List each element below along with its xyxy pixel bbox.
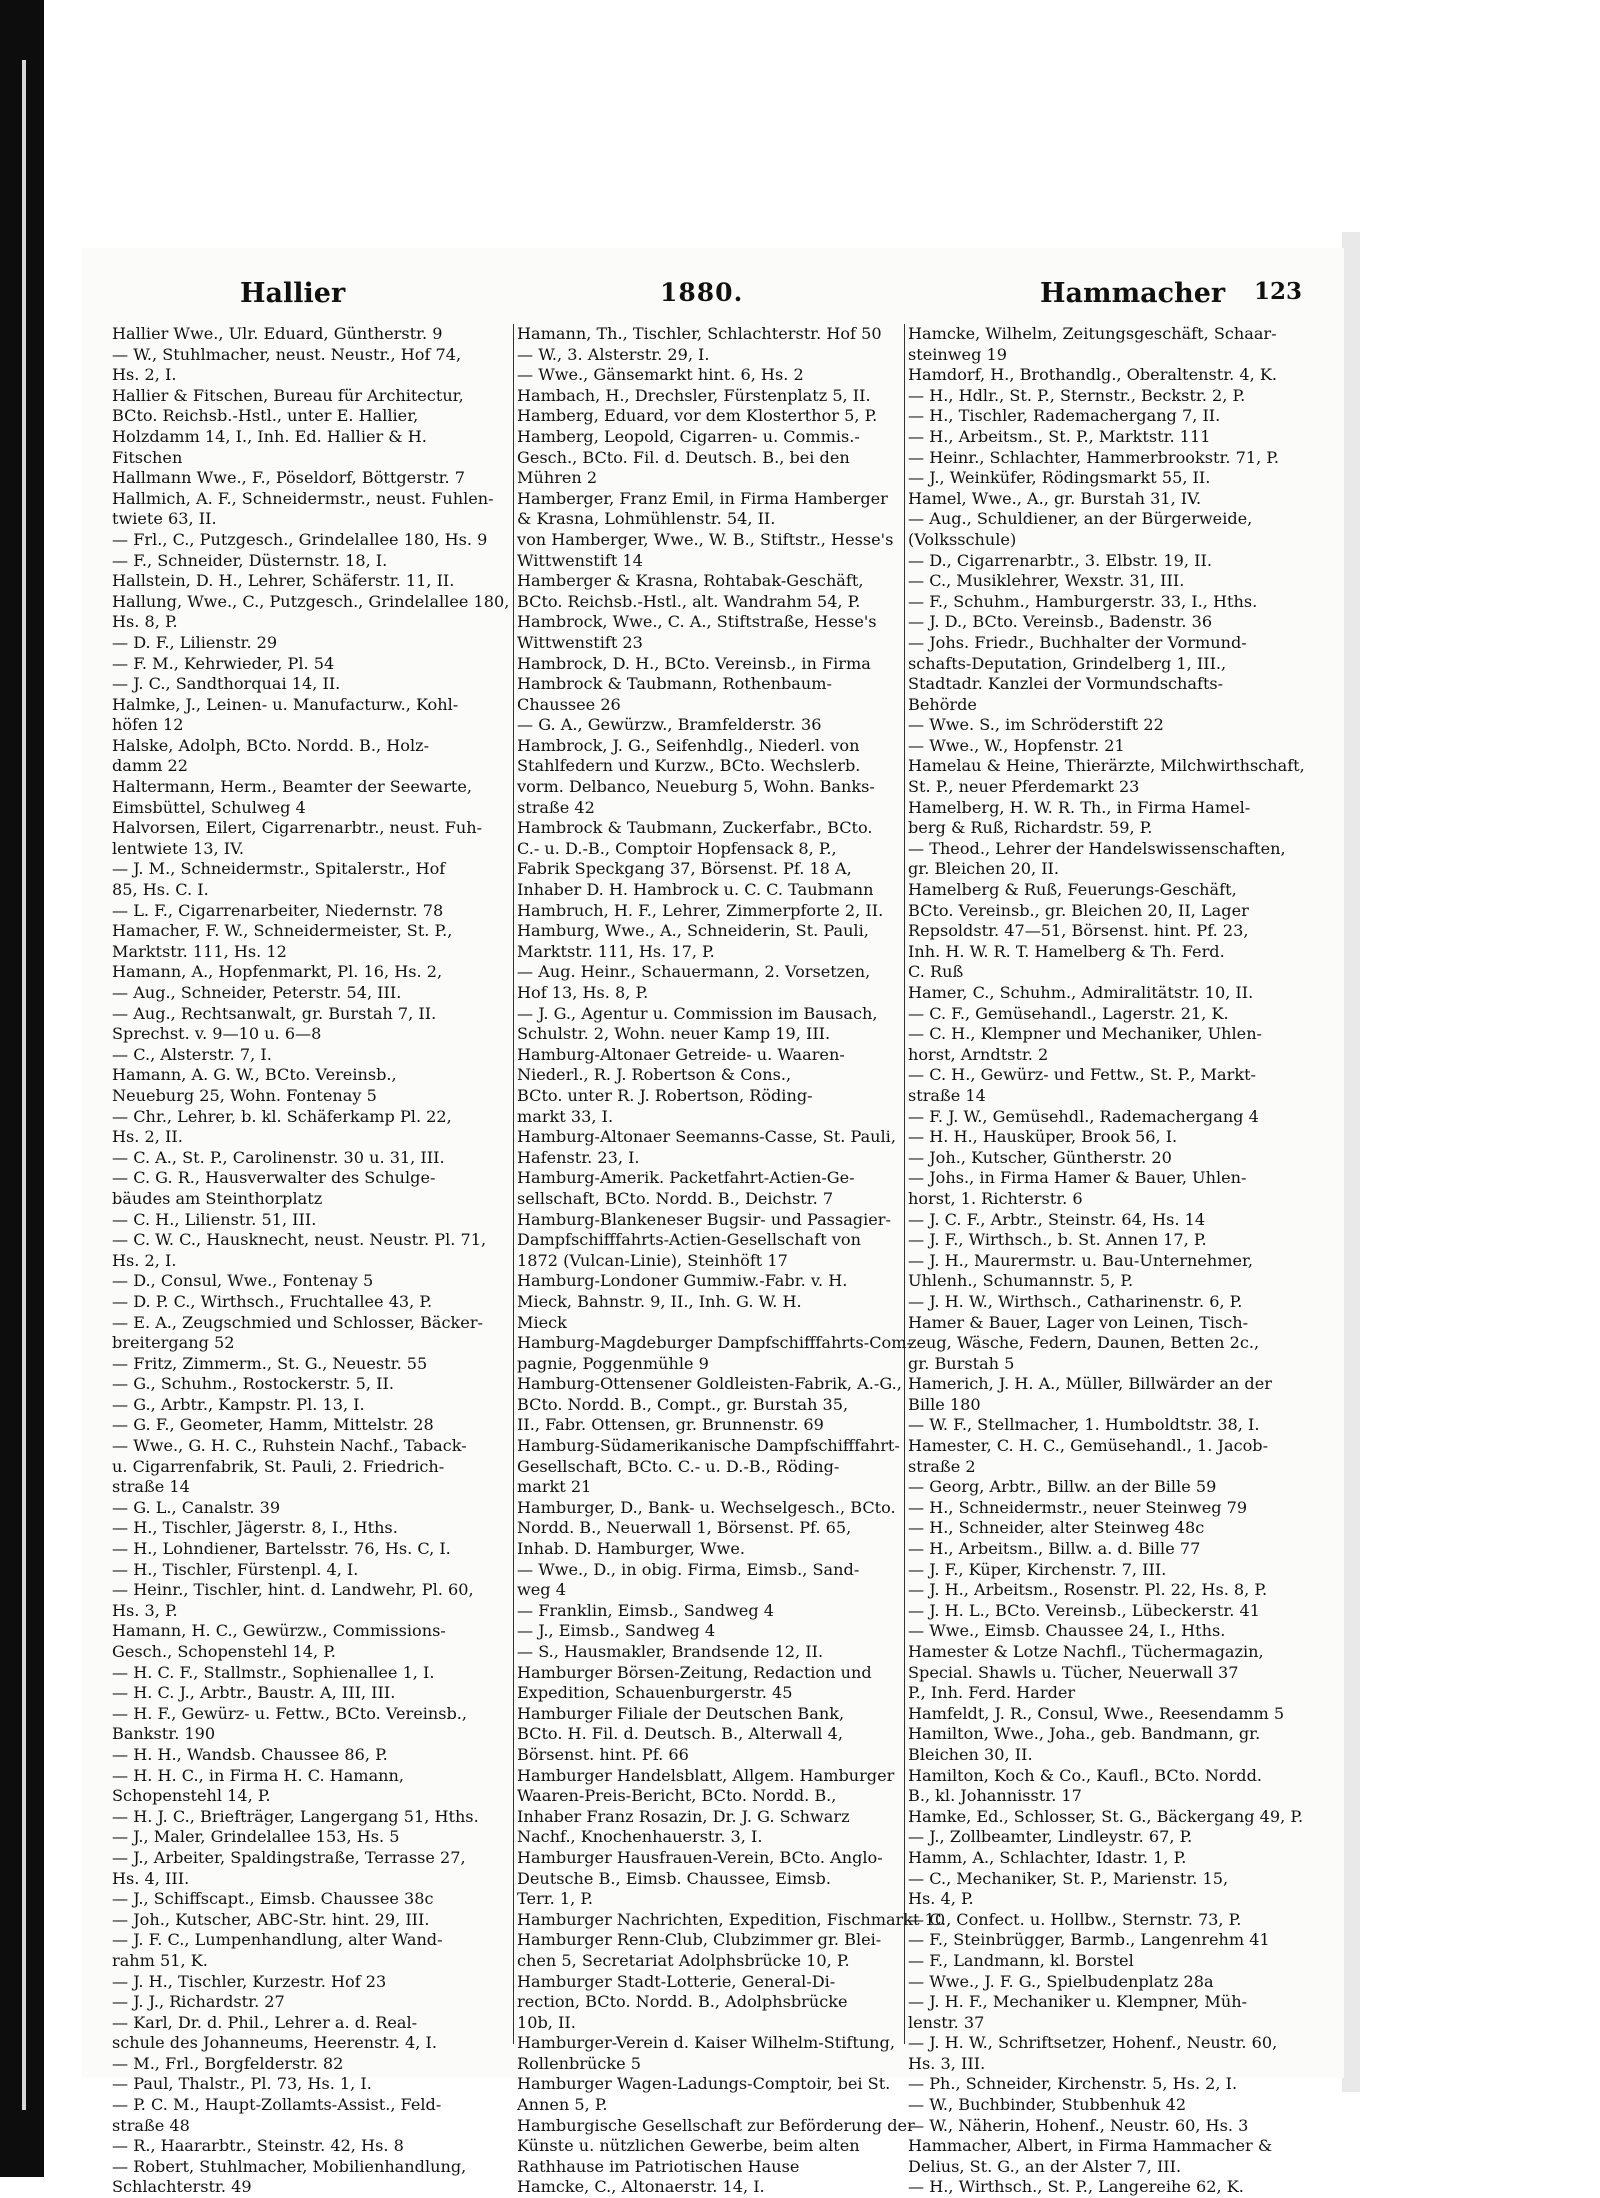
directory-line: — H. H. C., in Firma H. C. Hamann,	[112, 1765, 405, 1785]
directory-line: Inhaber Franz Rosazin, Dr. J. G. Schwarz	[517, 1806, 850, 1826]
directory-line: 10b, II.	[517, 2012, 576, 2032]
directory-line: — H. F., Gewürz- u. Fettw., BCto. Vereinsb.,	[112, 1703, 468, 1723]
directory-line: Mieck	[517, 1312, 567, 1332]
directory-line: — W., Buchbinder, Stubbenhuk 42	[908, 2095, 1187, 2115]
directory-line: Hamfeldt, J. R., Consul, Wwe., Reesendamm 5	[908, 1703, 1285, 1723]
directory-line: — C. G. R., Hausverwalter des Schulge-	[112, 1168, 436, 1188]
directory-line: — C. H., Klempner und Mechaniker, Uhlen-	[908, 1024, 1262, 1044]
directory-line: Holzdamm 14, I., Inh. Ed. Hallier & H.	[112, 426, 427, 446]
directory-line: — F. M., Kehrwieder, Pl. 54	[112, 653, 335, 673]
directory-line: Börsenst. hint. Pf. 66	[517, 1744, 689, 1764]
directory-line: Hs. 4, P.	[908, 1889, 974, 1909]
directory-line: Hamburger, D., Bank- u. Wechselgesch., BCto.	[517, 1497, 896, 1517]
column-right	[908, 324, 1305, 2197]
directory-line: — W., 3. Alsterstr. 29, I.	[517, 344, 710, 364]
directory-line: Marktstr. 111, Hs. 17, P.	[517, 941, 715, 961]
directory-line: — J., Schiffscapt., Eimsb. Chaussee 38c	[112, 1889, 434, 1909]
directory-line: Hamke, Ed., Schlosser, St. G., Bäckergang 49, P.	[908, 1806, 1304, 1826]
directory-line: Hamel, Wwe., A., gr. Burstah 31, IV.	[908, 488, 1202, 508]
directory-line: bäudes am Steinthorplatz	[112, 1188, 323, 1208]
directory-line: — H., Wirthsch., St. P., Langereihe 62, K.	[908, 2177, 1244, 2197]
directory-line: — G. L., Canalstr. 39	[112, 1497, 281, 1517]
directory-line: — H. C. F., Stallmstr., Sophienallee 1, I.	[112, 1662, 435, 1682]
directory-line: Hambach, H., Drechsler, Fürstenplatz 5, II.	[517, 385, 871, 405]
directory-line: P., Inh. Ferd. Harder	[908, 1683, 1076, 1703]
directory-line: — J. D., BCto. Vereinsb., Badenstr. 36	[908, 612, 1213, 632]
directory-line: — H., Arbeitsm., Billw. a. d. Bille 77	[908, 1539, 1201, 1559]
directory-line: — H., Tischler, Rademachergang 7, II.	[908, 406, 1221, 426]
directory-line: — E. A., Zeugschmied und Schlosser, Bäcker-	[112, 1312, 483, 1332]
directory-line: — Heinr., Schlachter, Hammerbrookstr. 71, P.	[908, 447, 1279, 467]
directory-line: breitergang 52	[112, 1333, 235, 1353]
directory-line: 85, Hs. C. I.	[112, 880, 209, 900]
directory-line: Hamcke, C., Altonaerstr. 14, I.	[517, 2177, 765, 2197]
directory-line: von Hamberger, Wwe., W. B., Stiftstr., Hesse's	[517, 529, 894, 549]
directory-line: St. P., neuer Pferdemarkt 23	[908, 777, 1140, 797]
directory-line: — Aug. Heinr., Schauermann, 2. Vorsetzen,	[517, 962, 871, 982]
scan-left-edge	[22, 60, 26, 2110]
directory-line: damm 22	[112, 756, 189, 776]
directory-line: Hamilton, Wwe., Joha., geb. Bandmann, gr.	[908, 1724, 1261, 1744]
directory-line: — Robert, Stuhlmacher, Mobilienhandlung,	[112, 2156, 467, 2176]
directory-line: pagnie, Poggenmühle 9	[517, 1353, 709, 1373]
directory-line: Hamm, A., Schlachter, Idastr. 1, P.	[908, 1847, 1187, 1867]
directory-line: Hamburg-Altonaer Getreide- u. Waaren-	[517, 1044, 845, 1064]
directory-line: — L. F., Cigarrenarbeiter, Niedernstr. 78	[112, 900, 444, 920]
directory-line: — J., Zollbeamter, Lindleystr. 67, P.	[908, 1827, 1193, 1847]
directory-line: u. Cigarrenfabrik, St. Pauli, 2. Friedrich-	[112, 1456, 445, 1476]
directory-line: — C. W. C., Hausknecht, neust. Neustr. Pl. 71,	[112, 1230, 487, 1250]
directory-line: steinweg 19	[908, 344, 1007, 364]
directory-line: Mieck, Bahnstr. 9, II., Inh. G. W. H.	[517, 1291, 802, 1311]
directory-line: — D. P. C., Wirthsch., Fruchtallee 43, P.	[112, 1291, 433, 1311]
directory-line: weg 4	[517, 1580, 566, 1600]
directory-line: Hamelau & Heine, Thierärzte, Milchwirthschaft,	[908, 756, 1305, 776]
directory-line: Inhaber D. H. Hambrock u. C. C. Taubmann	[517, 880, 874, 900]
directory-line: — J. H., Tischler, Kurzestr. Hof 23	[112, 1971, 387, 1991]
directory-line: Inh. H. W. R. T. Hamelberg & Th. Ferd.	[908, 941, 1225, 961]
directory-line: Bleichen 30, II.	[908, 1744, 1033, 1764]
directory-line: — J. F., Küper, Kirchenstr. 7, III.	[908, 1559, 1167, 1579]
directory-line: Hambrock & Taubmann, Rothenbaum-	[517, 674, 832, 694]
directory-line: Wittwenstift 23	[517, 632, 643, 652]
directory-line: berg & Ruß, Richardstr. 59, P.	[908, 818, 1153, 838]
directory-line: zeug, Wäsche, Federn, Daunen, Betten 2c.,	[908, 1333, 1260, 1353]
directory-line: Hamberger, Franz Emil, in Firma Hamberger	[517, 488, 888, 508]
directory-line: Dampfschifffahrts-Actien-Gesellschaft von	[517, 1230, 861, 1250]
header-last-entry: Hammacher	[1040, 278, 1226, 309]
directory-line: Hallier & Fitschen, Bureau für Architectur,	[112, 385, 464, 405]
header-first-entry: Hallier	[240, 278, 346, 309]
directory-line: — D., Consul, Wwe., Fontenay 5	[112, 1271, 374, 1291]
directory-line: Delius, St. G., an der Alster 7, III.	[908, 2156, 1182, 2176]
directory-line: gr. Bleichen 20, II.	[908, 859, 1060, 879]
directory-line: — G. A., Gewürzw., Bramfelderstr. 36	[517, 715, 822, 735]
directory-line: Künste u. nützlichen Gewerbe, beim alten	[517, 2136, 860, 2156]
directory-line: Hallier Wwe., Ulr. Eduard, Güntherstr. 9	[112, 324, 443, 343]
directory-line: Hamerich, J. H. A., Müller, Billwärder an der	[908, 1374, 1272, 1394]
directory-line: Schulstr. 2, Wohn. neuer Kamp 19, III.	[517, 1024, 831, 1044]
directory-line: — Joh., Kutscher, ABC-Str. hint. 29, III.	[112, 1909, 430, 1929]
directory-line: — J., Weinküfer, Rödingsmarkt 55, II.	[908, 468, 1211, 488]
directory-line: Hambrock & Taubmann, Zuckerfabr., BCto.	[517, 818, 873, 838]
directory-line: Annen 5, P.	[517, 2095, 608, 2115]
directory-line: chen 5, Secretariat Adolphsbrücke 10, P.	[517, 1950, 850, 1970]
directory-line: Waaren-Preis-Bericht, BCto. Nordd. B.,	[517, 1786, 837, 1806]
directory-line: Halske, Adolph, BCto. Nordd. B., Holz-	[112, 735, 430, 755]
directory-line: Hamburgische Gesellschaft zur Beförderung der	[517, 2115, 915, 2135]
directory-line: — Georg, Arbtr., Billw. an der Bille 59	[908, 1477, 1217, 1497]
directory-line: — Johs. Friedr., Buchhalter der Vormund-	[908, 632, 1247, 652]
directory-line: — J. H., Maurermstr. u. Bau-Unternehmer,	[908, 1250, 1254, 1270]
directory-line: — Theod., Lehrer der Handelswissenschaften,	[908, 838, 1286, 858]
directory-line: — C., Alsterstr. 7, I.	[112, 1044, 272, 1064]
directory-line: — J. G., Agentur u. Commission im Bausach,	[517, 1003, 878, 1023]
directory-line: — Aug., Schuldiener, an der Bürgerweide,	[908, 509, 1253, 529]
directory-line: — J. J., Richardstr. 27	[112, 1992, 285, 2012]
directory-line: Hamburg-Südamerikanische Dampfschifffahrt-	[517, 1436, 900, 1456]
directory-line: Special. Shawls u. Tücher, Neuerwall 37	[908, 1662, 1239, 1682]
directory-line: Hallmann Wwe., F., Pöseldorf, Böttgerstr. 7	[112, 468, 466, 488]
directory-line: — G., Arbtr., Kampstr. Pl. 13, I.	[112, 1394, 365, 1414]
directory-line: — J. F. C., Lumpenhandlung, alter Wand-	[112, 1930, 443, 1950]
directory-line: Hamdorf, H., Brothandlg., Oberaltenstr. 4, K.	[908, 365, 1277, 385]
directory-line: Bille 180	[908, 1394, 981, 1414]
page-number: 123	[1254, 278, 1303, 305]
directory-line: Hafenstr. 23, I.	[517, 1147, 640, 1167]
directory-line: — G., Schuhm., Rostockerstr. 5, II.	[112, 1374, 394, 1394]
directory-line: Hamburger Filiale der Deutschen Bank,	[517, 1703, 845, 1723]
directory-line: Hamann, H. C., Gewürzw., Commissions-	[112, 1621, 446, 1641]
directory-line: Chaussee 26	[517, 694, 621, 714]
directory-line: (Volksschule)	[908, 529, 1017, 549]
directory-line: Gesch., Schopenstehl 14, P.	[112, 1642, 336, 1661]
directory-line: — Paul, Thalstr., Pl. 73, Hs. 1, I.	[112, 2074, 372, 2094]
directory-line: Stadtadr. Kanzlei der Vormundschafts-	[908, 674, 1224, 694]
directory-line: Hamburg-Blankeneser Bugsir- und Passagier-	[517, 1209, 891, 1229]
directory-line: — M., Frl., Borgfelderstr. 82	[112, 2053, 344, 2073]
directory-line: Hs. 8, P.	[112, 612, 178, 632]
directory-line: — W., Stuhlmacher, neust. Neustr., Hof 74,	[112, 344, 462, 364]
directory-line: Hamburg, Wwe., A., Schneiderin, St. Pauli,	[517, 921, 869, 941]
directory-line: — Karl, Dr. d. Phil., Lehrer a. d. Real-	[112, 2012, 418, 2032]
directory-line: — Ph., Schneider, Kirchenstr. 5, Hs. 2, I.	[908, 2074, 1238, 2094]
directory-line: — H., Schneidermstr., neuer Steinweg 79	[908, 1497, 1248, 1517]
directory-line: — J. H., Arbeitsm., Rosenstr. Pl. 22, Hs. 8, P.	[908, 1580, 1268, 1600]
directory-line: — P. C. M., Haupt-Zollamts-Assist., Feld-	[112, 2095, 442, 2115]
directory-line: Gesch., BCto. Fil. d. Deutsch. B., bei den	[517, 447, 850, 467]
directory-line: — H., Tischler, Fürstenpl. 4, I.	[112, 1559, 359, 1579]
directory-line: Halmke, J., Leinen- u. Manufacturw., Kohl-	[112, 694, 459, 714]
directory-line: — H., Lohndiener, Bartelsstr. 76, Hs. C, I.	[112, 1539, 451, 1559]
directory-line: straße 14	[112, 1477, 190, 1497]
directory-line: Neueburg 25, Wohn. Fontenay 5	[112, 1085, 377, 1105]
directory-line: Uhlenh., Schumannstr. 5, P.	[908, 1271, 1134, 1291]
directory-line: — J. H. W., Wirthsch., Catharinenstr. 6, P.	[908, 1291, 1243, 1311]
directory-line: Marktstr. 111, Hs. 12	[112, 941, 287, 961]
directory-line: — Wwe., W., Hopfenstr. 21	[908, 735, 1125, 755]
directory-line: Rathhause im Patriotischen Hause	[517, 2156, 800, 2176]
directory-line: — H., Schneider, alter Steinweg 48c	[908, 1518, 1205, 1538]
directory-line: — Wwe., D., in obig. Firma, Eimsb., Sand-	[517, 1559, 860, 1579]
directory-line: — C. F., Gemüsehandl., Lagerstr. 21, K.	[908, 1003, 1229, 1023]
directory-line: BCto. unter R. J. Robertson, Röding-	[517, 1085, 813, 1105]
directory-line: höfen 12	[112, 715, 184, 735]
directory-line: — H., Tischler, Jägerstr. 8, I., Hths.	[112, 1518, 398, 1538]
directory-line: Hs. 2, I.	[112, 365, 177, 385]
directory-line: — Heinr., Tischler, hint. d. Landwehr, Pl. 60,	[112, 1580, 474, 1600]
directory-line: — J., Maler, Grindelallee 153, Hs. 5	[112, 1827, 400, 1847]
directory-line: BCto. Vereinsb., gr. Bleichen 20, II, Lager	[908, 900, 1249, 920]
directory-line: gr. Burstah 5	[908, 1353, 1015, 1373]
directory-line: BCto. Nordd. B., Compt., gr. Burstah 35,	[517, 1394, 849, 1414]
directory-line: BCto. Reichsb.-Hstl., alt. Wandrahm 54, P.	[517, 591, 861, 611]
column-left	[112, 324, 510, 2197]
directory-line: — C. H., Lilienstr. 51, III.	[112, 1209, 317, 1229]
directory-line: Hs. 3, P.	[112, 1600, 178, 1620]
directory-line: — J. C. F., Arbtr., Steinstr. 64, Hs. 14	[908, 1209, 1206, 1229]
directory-line: — Wwe., Gänsemarkt hint. 6, Hs. 2	[517, 365, 804, 385]
directory-line: Deutsche B., Eimsb. Chaussee, Eimsb.	[517, 1868, 831, 1888]
directory-line: markt 33, I.	[517, 1106, 614, 1126]
directory-line: markt 21	[517, 1477, 592, 1497]
directory-line: Hamann, Th., Tischler, Schlachterstr. Hof 50	[517, 324, 882, 343]
directory-line: Wittwenstift 14	[517, 550, 643, 570]
directory-line: Niederl., R. J. Robertson & Cons.,	[517, 1065, 792, 1085]
directory-page	[82, 248, 1344, 2197]
directory-line: — S., Hausmakler, Brandsende 12, II.	[517, 1642, 824, 1661]
directory-line: Terr. 1, P.	[517, 1889, 594, 1909]
directory-line: Hamberg, Leopold, Cigarren- u. Commis.-	[517, 426, 860, 446]
directory-line: Bankstr. 190	[112, 1724, 216, 1744]
directory-line: Hamilton, Koch & Co., Kaufl., BCto. Nordd.	[908, 1765, 1263, 1785]
directory-line: — D. F., Lilienstr. 29	[112, 632, 278, 652]
directory-line: — H. H., Hausküper, Brook 56, I.	[908, 1127, 1178, 1147]
directory-line: — J., Eimsb., Sandweg 4	[517, 1621, 716, 1641]
directory-line: Expedition, Schauenburgerstr. 45	[517, 1683, 793, 1703]
directory-line: Schlachterstr. 49	[112, 2177, 252, 2197]
directory-line: Hamburger Hausfrauen-Verein, BCto. Anglo-	[517, 1847, 883, 1867]
directory-line: — J. H. L., BCto. Vereinsb., Lübeckerstr. 41	[908, 1600, 1261, 1620]
directory-line: — Aug., Rechtsanwalt, gr. Burstah 7, II.	[112, 1003, 437, 1023]
directory-line: — R., Haararbtr., Steinstr. 42, Hs. 8	[112, 2136, 404, 2156]
directory-line: Hamburg-Ottensener Goldleisten-Fabrik, A.-G.,	[517, 1374, 902, 1394]
directory-line: — Joh., Kutscher, Güntherstr. 20	[908, 1147, 1172, 1167]
directory-line: Hs. 4, III.	[112, 1868, 190, 1888]
directory-line: straße 48	[112, 2115, 190, 2135]
directory-line: Inhab. D. Hamburger, Wwe.	[517, 1539, 745, 1559]
directory-line: Hs. 3, III.	[908, 2053, 986, 2073]
directory-line: — H. J. C., Briefträger, Langergang 51, Hths.	[112, 1806, 479, 1826]
directory-line: Fabrik Speckgang 37, Börsenst. Pf. 18 A,	[517, 859, 852, 879]
page-header	[82, 278, 1344, 318]
directory-line: Nachf., Knochenhauerstr. 3, I.	[517, 1827, 763, 1847]
directory-line: Hamburger Nachrichten, Expedition, Fischmarkt 10	[517, 1909, 946, 1929]
directory-line: — C., Musiklehrer, Wexstr. 31, III.	[908, 571, 1185, 591]
directory-line: Hambrock, J. G., Seifenhdlg., Niederl. von	[517, 735, 860, 755]
directory-line: II., Fabr. Ottensen, gr. Brunnenstr. 69	[517, 1415, 824, 1435]
directory-line: straße 2	[908, 1456, 976, 1476]
directory-line: — F., Schneider, Düsternstr. 18, I.	[112, 550, 388, 570]
directory-line: lentwiete 13, IV.	[112, 838, 245, 858]
directory-line: Sprechst. v. 9—10 u. 6—8	[112, 1024, 322, 1044]
directory-line: Hambruch, H. F., Lehrer, Zimmerpforte 2, II.	[517, 900, 884, 920]
directory-line: — C. H., Gewürz- und Fettw., St. P., Markt-	[908, 1065, 1256, 1085]
directory-line: — H. C. J., Arbtr., Baustr. A, III, III.	[112, 1683, 396, 1703]
directory-line: — F., Schuhm., Hamburgerstr. 33, I., Hths.	[908, 591, 1258, 611]
directory-line: — C., Confect. u. Hollbw., Sternstr. 73, P.	[908, 1909, 1242, 1929]
directory-line: C.- u. D.-B., Comptoir Hopfensack 8, P.,	[517, 838, 837, 858]
directory-line: — F. J. W., Gemüsehdl., Rademachergang 4	[908, 1106, 1259, 1126]
directory-line: Eimsbüttel, Schulweg 4	[112, 797, 306, 817]
directory-line: Fitschen	[112, 447, 183, 467]
directory-line: — Wwe., G. H. C., Ruhstein Nachf., Taback-	[112, 1436, 467, 1456]
column-divider	[513, 324, 514, 2044]
directory-line: Hamelberg & Ruß, Feuerungs-Geschäft,	[908, 880, 1237, 900]
directory-line: — H., Hdlr., St. P., Sternstr., Beckstr. 2, P.	[908, 385, 1246, 405]
directory-line: — C., Mechaniker, St. P., Marienstr. 15,	[908, 1868, 1229, 1888]
directory-line: Hamburger Stadt-Lotterie, General-Di-	[517, 1971, 836, 1991]
directory-line: Hamburg-Magdeburger Dampfschifffahrts-Com-	[517, 1333, 912, 1353]
directory-line: Hs. 2, II.	[112, 1127, 183, 1147]
directory-line: Hamberger & Krasna, Rohtabak-Geschäft,	[517, 571, 864, 591]
directory-line: — Franklin, Eimsb., Sandweg 4	[517, 1600, 774, 1620]
directory-line: schafts-Deputation, Grindelberg 1, III.,	[908, 653, 1227, 673]
page-edge-shadow	[1342, 232, 1360, 2092]
directory-line: sellschaft, BCto. Nordd. B., Deichstr. 7	[517, 1188, 834, 1208]
directory-line: — Frl., C., Putzgesch., Grindelallee 180, Hs. 9	[112, 529, 488, 549]
directory-line: Halvorsen, Eilert, Cigarrenarbtr., neust. Fuh-	[112, 818, 483, 838]
directory-line: — Chr., Lehrer, b. kl. Schäferkamp Pl. 22,	[112, 1106, 452, 1126]
directory-line: — W., Näherin, Hohenf., Neustr. 60, Hs. 3	[908, 2115, 1249, 2135]
directory-line: — J. H. W., Schriftsetzer, Hohenf., Neustr. 60,	[908, 2033, 1278, 2053]
directory-line: Hamburg-Amerik. Packetfahrt-Actien-Ge-	[517, 1168, 855, 1188]
directory-line: — D., Cigarrenarbtr., 3. Elbstr. 19, II.	[908, 550, 1212, 570]
directory-line: Mühren 2	[517, 468, 598, 488]
directory-line: horst, Arndtstr. 2	[908, 1044, 1049, 1064]
directory-line: Hammacher, Albert, in Firma Hammacher &	[908, 2136, 1273, 2156]
directory-line: — J. H. F., Mechaniker u. Klempner, Müh-	[908, 1992, 1248, 2012]
directory-line: — H. H., Wandsb. Chaussee 86, P.	[112, 1744, 388, 1764]
directory-line: Hamburg-Altonaer Seemanns-Casse, St. Pauli,	[517, 1127, 896, 1147]
directory-line: rection, BCto. Nordd. B., Adolphsbrücke	[517, 1992, 848, 2012]
directory-line: — H., Arbeitsm., St. P., Marktstr. 111	[908, 426, 1211, 446]
directory-line: — Wwe., J. F. G., Spielbudenplatz 28a	[908, 1971, 1214, 1991]
directory-line: — F., Steinbrügger, Barmb., Langenrehm 41	[908, 1930, 1270, 1950]
directory-line: — Wwe. S., im Schröderstift 22	[908, 715, 1164, 735]
directory-line: horst, 1. Richterstr. 6	[908, 1188, 1083, 1208]
directory-line: Hambrock, Wwe., C. A., Stiftstraße, Hesse's	[517, 612, 877, 632]
directory-line: Hamburger Renn-Club, Clubzimmer gr. Blei-	[517, 1930, 882, 1950]
directory-line: — Johs., in Firma Hamer & Bauer, Uhlen-	[908, 1168, 1247, 1188]
directory-line: Schopenstehl 14, P.	[112, 1786, 271, 1806]
directory-line: Hamberg, Eduard, vor dem Klosterthor 5, P.	[517, 406, 878, 426]
directory-line: — Wwe., Eimsb. Chaussee 24, I., Hths.	[908, 1621, 1226, 1641]
directory-line: Behörde	[908, 694, 977, 714]
directory-line: Repsoldstr. 47—51, Börsenst. hint. Pf. 23,	[908, 921, 1249, 941]
directory-line: 1872 (Vulcan-Linie), Steinhöft 17	[517, 1250, 788, 1270]
directory-line: Hamburger Wagen-Ladungs-Comptoir, bei St.	[517, 2074, 891, 2094]
directory-line: C. Ruß	[908, 962, 964, 982]
directory-line: vorm. Delbanco, Neueburg 5, Wohn. Banks-	[517, 777, 875, 797]
directory-line: — J. M., Schneidermstr., Spitalerstr., Hof	[112, 859, 446, 879]
directory-line: Hambrock, D. H., BCto. Vereinsb., in Firma	[517, 653, 871, 673]
header-year: 1880.	[660, 278, 744, 307]
directory-line: — J. F., Wirthsch., b. St. Annen 17, P.	[908, 1230, 1207, 1250]
directory-line: Hs. 2, I.	[112, 1250, 177, 1270]
directory-line: Hamester, C. H. C., Gemüsehandl., 1. Jacob-	[908, 1436, 1269, 1456]
directory-line: & Krasna, Lohmühlenstr. 54, II.	[517, 509, 776, 529]
directory-line: Gesellschaft, BCto. C.- u. D.-B., Röding-	[517, 1456, 840, 1476]
directory-line: Hamann, A., Hopfenmarkt, Pl. 16, Hs. 2,	[112, 962, 443, 982]
directory-line: Haltermann, Herm., Beamter der Seewarte,	[112, 777, 473, 797]
directory-line: Hallmich, A. F., Schneidermstr., neust. Fuhlen-	[112, 488, 494, 508]
directory-line: lenstr. 37	[908, 2012, 985, 2032]
directory-line: Hamburger Handelsblatt, Allgem. Hamburger	[517, 1765, 895, 1785]
directory-line: — Fritz, Zimmerm., St. G., Neuestr. 55	[112, 1353, 428, 1373]
directory-line: Hallstein, D. H., Lehrer, Schäferstr. 11, II.	[112, 571, 455, 591]
directory-line: Hamer, C., Schuhm., Admiralitätstr. 10, II.	[908, 983, 1254, 1002]
directory-line: Hamburger Börsen-Zeitung, Redaction und	[517, 1662, 872, 1682]
directory-line: Hamacher, F. W., Schneidermeister, St. P.,	[112, 921, 453, 941]
directory-line: schule des Johanneums, Heerenstr. 4, I.	[112, 2033, 437, 2053]
directory-line: Hamer & Bauer, Lager von Leinen, Tisch-	[908, 1312, 1249, 1332]
directory-line: Stahlfedern und Kurzw., BCto. Wechslerb.	[517, 756, 861, 776]
directory-line: straße 14	[908, 1085, 986, 1105]
directory-line: Hallung, Wwe., C., Putzgesch., Grindelallee 180,	[112, 591, 510, 611]
directory-line: Nordd. B., Neuerwall 1, Börsenst. Pf. 65,	[517, 1518, 852, 1538]
directory-line: Rollenbrücke 5	[517, 2053, 641, 2073]
directory-line: Hof 13, Hs. 8, P.	[517, 983, 649, 1002]
directory-line: Hamcke, Wilhelm, Zeitungsgeschäft, Schaar-	[908, 324, 1277, 343]
directory-line: — C. A., St. P., Carolinenstr. 30 u. 31, III.	[112, 1147, 445, 1167]
directory-line: rahm 51, K.	[112, 1950, 208, 1970]
directory-line: Hamelberg, H. W. R. Th., in Firma Hamel-	[908, 797, 1251, 817]
directory-line: Hamburger-Verein d. Kaiser Wilhelm-Stiftung,	[517, 2033, 895, 2053]
directory-line: — F., Landmann, kl. Borstel	[908, 1950, 1134, 1970]
directory-line: Hamburg-Londoner Gummiw.-Fabr. v. H.	[517, 1271, 848, 1291]
directory-line: BCto. Reichsb.-Hstl., unter E. Hallier,	[112, 406, 419, 426]
directory-line: Hamann, A. G. W., BCto. Vereinsb.,	[112, 1065, 397, 1085]
directory-line: BCto. H. Fil. d. Deutsch. B., Alterwall 4,	[517, 1724, 843, 1744]
directory-line: — J. C., Sandthorquai 14, II.	[112, 674, 341, 694]
directory-line: straße 42	[517, 797, 595, 817]
directory-line: — Aug., Schneider, Peterstr. 54, III.	[112, 983, 402, 1002]
directory-line: — W. F., Stellmacher, 1. Humboldtstr. 38, I.	[908, 1415, 1260, 1435]
directory-line: — J., Arbeiter, Spaldingstraße, Terrasse 27,	[112, 1847, 466, 1867]
directory-line: — G. F., Geometer, Hamm, Mittelstr. 28	[112, 1415, 434, 1435]
directory-line: twiete 63, II.	[112, 509, 217, 529]
directory-line: B., kl. Johannisstr. 17	[908, 1786, 1082, 1806]
directory-line: Hamester & Lotze Nachfl., Tüchermagazin,	[908, 1642, 1264, 1661]
